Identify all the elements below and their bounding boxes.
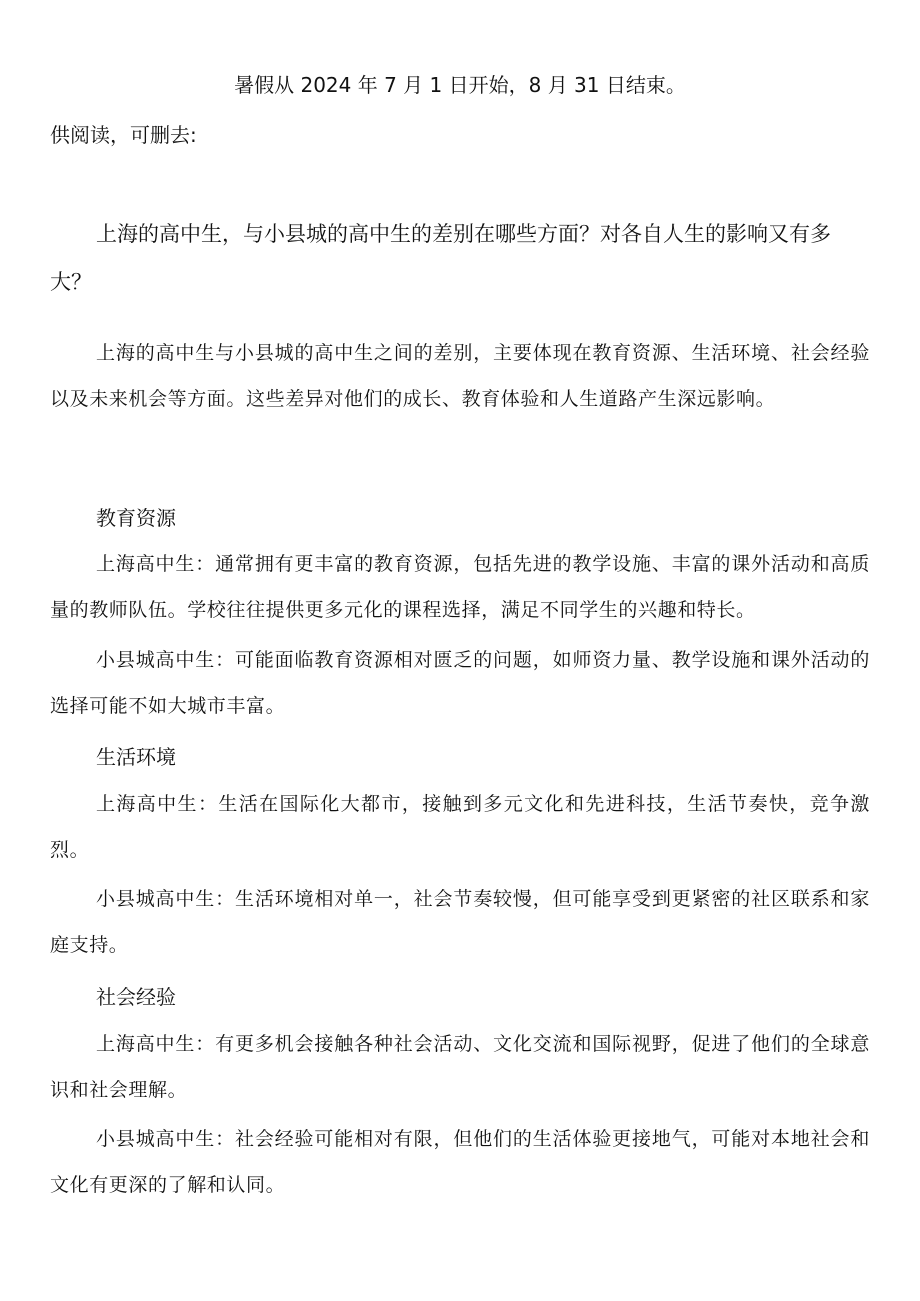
- section-heading-education: 教育资源: [96, 506, 176, 530]
- section-heading-environment: 生活环境: [96, 745, 176, 769]
- summer-vacation-notice: 暑假从 2024 年 7 月 1 日开始，8 月 31 日结束。: [234, 73, 686, 97]
- section-heading-social-experience: 社会经验: [96, 985, 176, 1009]
- social-county-paragraph: 小县城高中生：社会经验可能相对有限，但他们的生活体验更接地气，可能对本地社会和文化有更深的了解和认同。: [50, 1128, 870, 1196]
- intro-paragraph: 上海的高中生与小县城的高中生之间的差别，主要体现在教育资源、生活环境、社会经验以及未来机会等方面。这些差异对他们的成长、教育体验和人生道路产生深远影响。: [50, 342, 870, 410]
- optional-reading-label: 供阅读，可删去:: [50, 123, 197, 147]
- environment-shanghai-paragraph: 上海高中生：生活在国际化大都市，接触到多元文化和先进科技，生活节奏快，竞争激烈。: [50, 793, 870, 861]
- question-title: 上海的高中生，与小县城的高中生的差别在哪些方面？对各自人生的影响又有多大？: [50, 222, 831, 294]
- education-county-paragraph: 小县城高中生：可能面临教育资源相对匮乏的问题，如师资力量、教学设施和课外活动的选择可能不如大城市丰富。: [50, 649, 870, 717]
- social-shanghai-paragraph: 上海高中生：有更多机会接触各种社会活动、文化交流和国际视野，促进了他们的全球意识和社会理解。: [50, 1033, 870, 1101]
- education-shanghai-paragraph: 上海高中生：通常拥有更丰富的教育资源，包括先进的教学设施、丰富的课外活动和高质量的教师队伍。学校往往提供更多元化的课程选择，满足不同学生的兴趣和特长。: [50, 553, 870, 621]
- environment-county-paragraph: 小县城高中生：生活环境相对单一，社会节奏较慢，但可能享受到更紧密的社区联系和家庭支持。: [50, 888, 870, 956]
